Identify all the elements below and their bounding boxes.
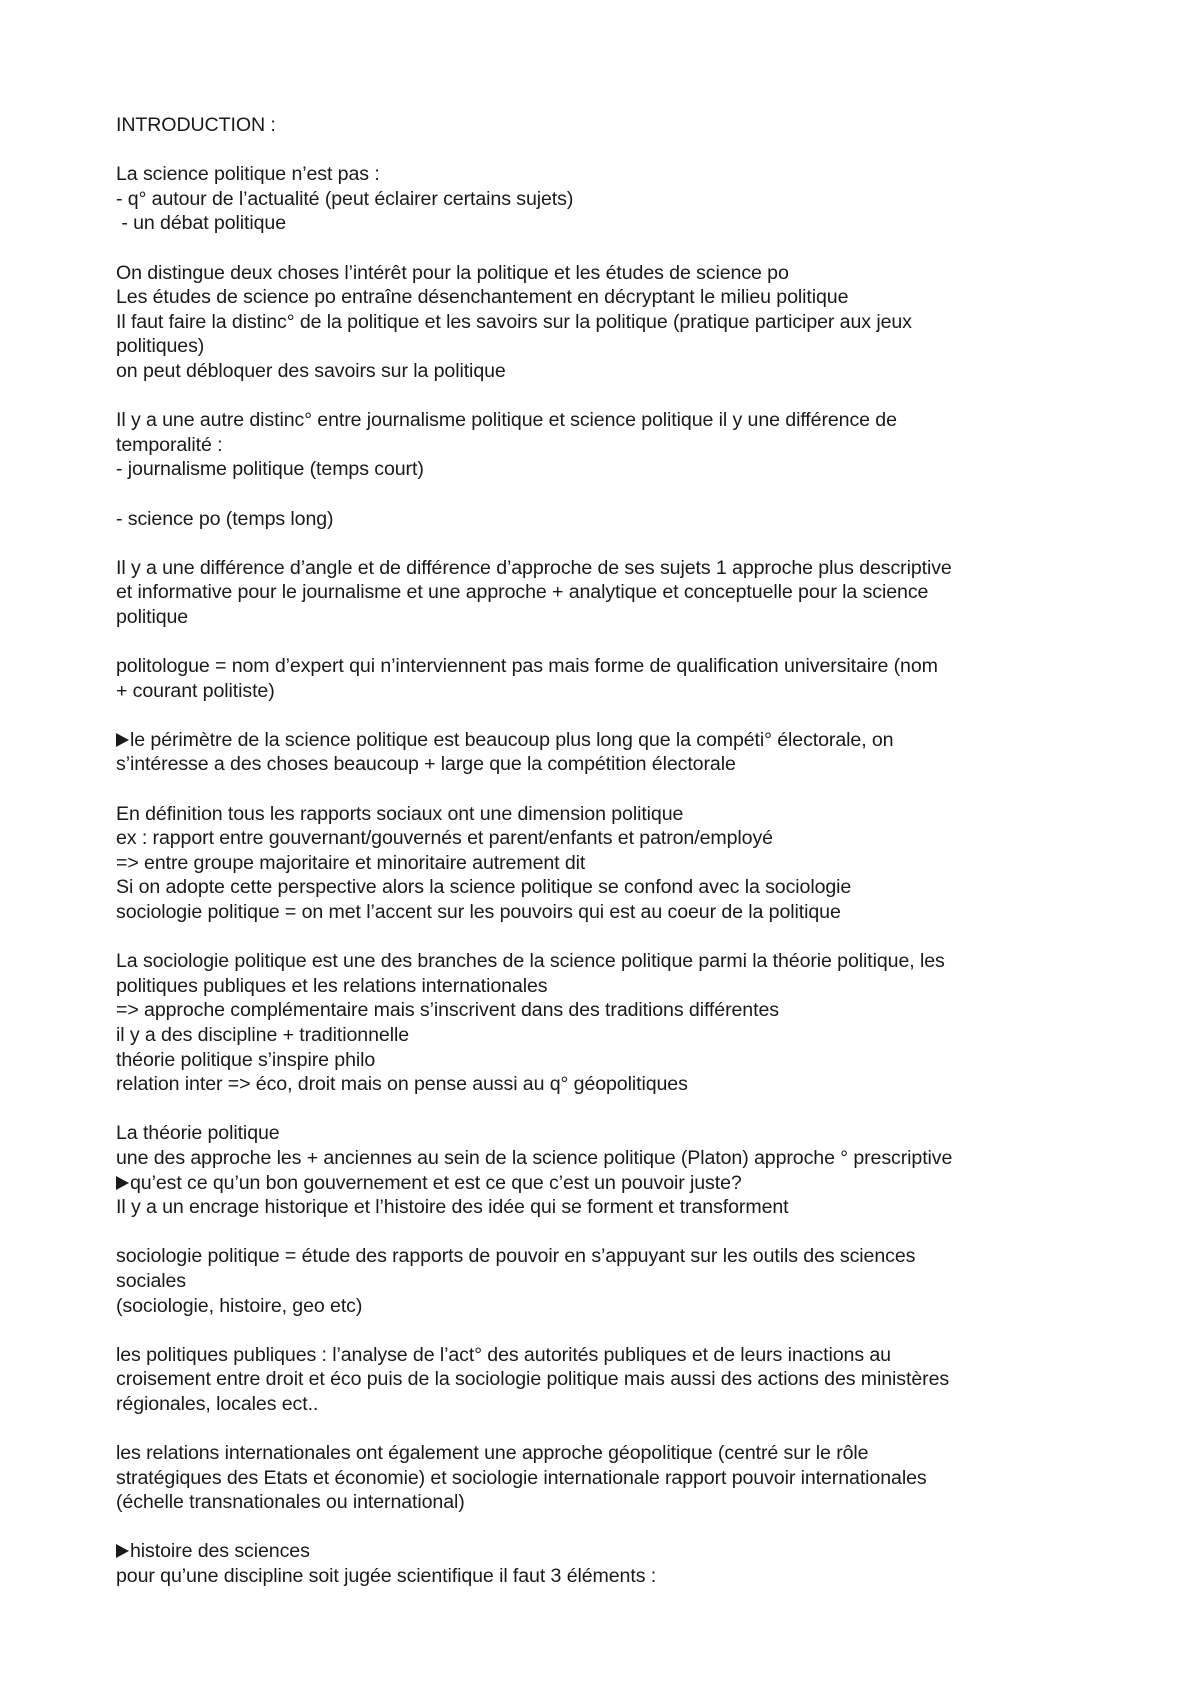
line-text: La théorie politique bbox=[116, 1122, 280, 1145]
line-text: s’intéresse a des choses beaucoup + large que la compétition électorale bbox=[116, 753, 736, 776]
line-text: croisement entre droit et éco puis de la sociologie politique mais aussi des actions des ministères bbox=[116, 1368, 950, 1391]
line-text: Il faut faire la distinc° de la politique et les savoirs sur la politique (pratique participer aux jeux bbox=[116, 310, 912, 333]
text-line bbox=[116, 310, 1116, 335]
line-text: => approche complémentaire mais s’inscrivent dans des traditions différentes bbox=[116, 999, 779, 1022]
heading-paragraph bbox=[116, 113, 1116, 138]
triangle-bullet-icon bbox=[116, 1176, 129, 1190]
line-text: On distingue deux choses l’intérêt pour la politique et les études de science po bbox=[116, 261, 789, 284]
text-line bbox=[116, 211, 1116, 236]
line-text: Les études de science po entraîne désenchantement en décryptant le milieu politique bbox=[116, 286, 849, 309]
line-text: sociologie politique = étude des rapports de pouvoir en s’appuyant sur les outils des sciences bbox=[116, 1245, 916, 1268]
document-heading: INTRODUCTION : bbox=[116, 114, 276, 136]
text-line bbox=[116, 1367, 1116, 1392]
text-line bbox=[116, 507, 1116, 532]
line-text: => entre groupe majoritaire et minoritaire autrement dit bbox=[116, 851, 586, 874]
line-text: et informative pour le journalisme et une approche + analytique et conceptuelle pour la science bbox=[116, 581, 929, 604]
paragraph bbox=[116, 1343, 1116, 1417]
line-text: qu’est ce qu’un bon gouvernement et est ce que c’est un pouvoir juste? bbox=[130, 1171, 742, 1194]
line-text: politiques) bbox=[116, 335, 205, 358]
document-body bbox=[116, 113, 1116, 1589]
paragraph bbox=[116, 654, 1116, 703]
line-text: théorie politique s’inspire philo bbox=[116, 1048, 376, 1071]
text-line bbox=[116, 1023, 1116, 1048]
text-line bbox=[116, 1244, 1116, 1269]
text-line bbox=[116, 1048, 1116, 1073]
line-text: stratégiques des Etats et économie) et sociologie internationale rapport pouvoir internationales bbox=[116, 1466, 927, 1489]
text-line bbox=[116, 1171, 1116, 1196]
paragraph-list bbox=[116, 162, 1116, 1588]
text-line bbox=[116, 1343, 1116, 1368]
triangle-bullet-icon bbox=[116, 1544, 129, 1558]
line-text: Il y a une différence d’angle et de différence d’approche de ses sujets 1 approche plus descriptive bbox=[116, 556, 952, 579]
paragraph bbox=[116, 1441, 1116, 1515]
paragraph bbox=[116, 507, 1116, 532]
text-line bbox=[116, 679, 1116, 704]
line-text: politologue = nom d’expert qui n’interviennent pas mais forme de qualification universitaire (nom bbox=[116, 655, 938, 678]
paragraph bbox=[116, 728, 1116, 777]
text-line bbox=[116, 457, 1116, 482]
line-text: - q° autour de l’actualité (peut éclairer certains sujets) bbox=[116, 187, 574, 210]
text-line bbox=[116, 802, 1116, 827]
line-text: - science po (temps long) bbox=[116, 507, 334, 530]
text-line bbox=[116, 900, 1116, 925]
text-line bbox=[116, 728, 1116, 753]
triangle-bullet-icon bbox=[116, 733, 129, 747]
text-line bbox=[116, 261, 1116, 286]
text-line bbox=[116, 1072, 1116, 1097]
line-text: sociales bbox=[116, 1269, 186, 1292]
text-line bbox=[116, 162, 1116, 187]
line-text: (sociologie, histoire, geo etc) bbox=[116, 1294, 363, 1317]
text-line bbox=[116, 1441, 1116, 1466]
text-line bbox=[116, 875, 1116, 900]
text-line bbox=[116, 752, 1116, 777]
line-text: Il y a un encrage historique et l’histoire des idée qui se forment et transforment bbox=[116, 1196, 789, 1219]
text-line bbox=[116, 1392, 1116, 1417]
text-line bbox=[116, 1466, 1116, 1491]
line-text: le périmètre de la science politique est beaucoup plus long que la compéti° électorale, on bbox=[130, 728, 894, 751]
line-text: il y a des discipline + traditionnelle bbox=[116, 1023, 409, 1046]
text-line bbox=[116, 654, 1116, 679]
text-line bbox=[116, 359, 1116, 384]
text-line bbox=[116, 1195, 1116, 1220]
line-text: sociologie politique = on met l’accent sur les pouvoirs qui est au coeur de la politique bbox=[116, 901, 841, 923]
paragraph bbox=[116, 162, 1116, 236]
text-line bbox=[116, 1564, 1116, 1589]
paragraph bbox=[116, 1121, 1116, 1219]
text-line bbox=[116, 605, 1116, 630]
text-line bbox=[116, 1269, 1116, 1294]
line-text: + courant politiste) bbox=[116, 679, 275, 702]
paragraph bbox=[116, 802, 1116, 925]
line-text: ex : rapport entre gouvernant/gouvernés et parent/enfants et patron/employé bbox=[116, 827, 773, 850]
line-text: les politiques publiques : l’analyse de l’act° des autorités publiques et de leurs inactions au bbox=[116, 1343, 891, 1366]
line-text: - un débat politique bbox=[116, 212, 287, 235]
text-line bbox=[116, 1490, 1116, 1515]
paragraph bbox=[116, 1539, 1116, 1588]
line-text: régionales, locales ect.. bbox=[116, 1392, 319, 1415]
paragraph bbox=[116, 261, 1116, 384]
text-line bbox=[116, 334, 1116, 359]
line-text: les relations internationales ont également une approche géopolitique (centré sur le rôle bbox=[116, 1442, 869, 1465]
text-line bbox=[116, 433, 1116, 458]
text-line bbox=[116, 580, 1116, 605]
text-line bbox=[116, 556, 1116, 581]
paragraph bbox=[116, 1244, 1116, 1318]
text-line bbox=[116, 1121, 1116, 1146]
line-text: (échelle transnationales ou international) bbox=[116, 1491, 465, 1514]
paragraph bbox=[116, 556, 1116, 630]
text-line bbox=[116, 851, 1116, 876]
line-text: on peut débloquer des savoirs sur la politique bbox=[116, 359, 506, 382]
line-text: La science politique n’est pas : bbox=[116, 163, 380, 186]
text-line bbox=[116, 1539, 1116, 1564]
text-line bbox=[116, 826, 1116, 851]
text-line bbox=[116, 408, 1116, 433]
text-line bbox=[116, 1294, 1116, 1319]
line-text: une des approche les + anciennes au sein de la science politique (Platon) approche ° prescriptive bbox=[116, 1146, 953, 1169]
line-text: histoire des sciences bbox=[130, 1540, 310, 1563]
line-text: politiques publiques et les relations internationales bbox=[116, 974, 548, 997]
paragraph bbox=[116, 408, 1116, 482]
text-line bbox=[116, 974, 1116, 999]
line-text: En définition tous les rapports sociaux ont une dimension politique bbox=[116, 802, 684, 825]
text-line bbox=[116, 1146, 1116, 1171]
line-text: - journalisme politique (temps court) bbox=[116, 458, 424, 481]
text-line bbox=[116, 998, 1116, 1023]
line-text: temporalité : bbox=[116, 433, 223, 456]
text-line bbox=[116, 949, 1116, 974]
line-text: La sociologie politique est une des branches de la science politique parmi la théorie politique, les bbox=[116, 950, 945, 973]
text-line bbox=[116, 285, 1116, 310]
line-text: politique bbox=[116, 605, 189, 628]
line-text: Il y a une autre distinc° entre journalisme politique et science politique il y une différence de bbox=[116, 409, 897, 432]
text-line bbox=[116, 187, 1116, 212]
paragraph bbox=[116, 949, 1116, 1097]
line-text: Si on adopte cette perspective alors la science politique se confond avec la sociologie bbox=[116, 876, 852, 899]
line-text: relation inter => éco, droit mais on pense aussi au q° géopolitiques bbox=[116, 1073, 688, 1096]
line-text: pour qu’une discipline soit jugée scientifique il faut 3 éléments : bbox=[116, 1565, 657, 1588]
